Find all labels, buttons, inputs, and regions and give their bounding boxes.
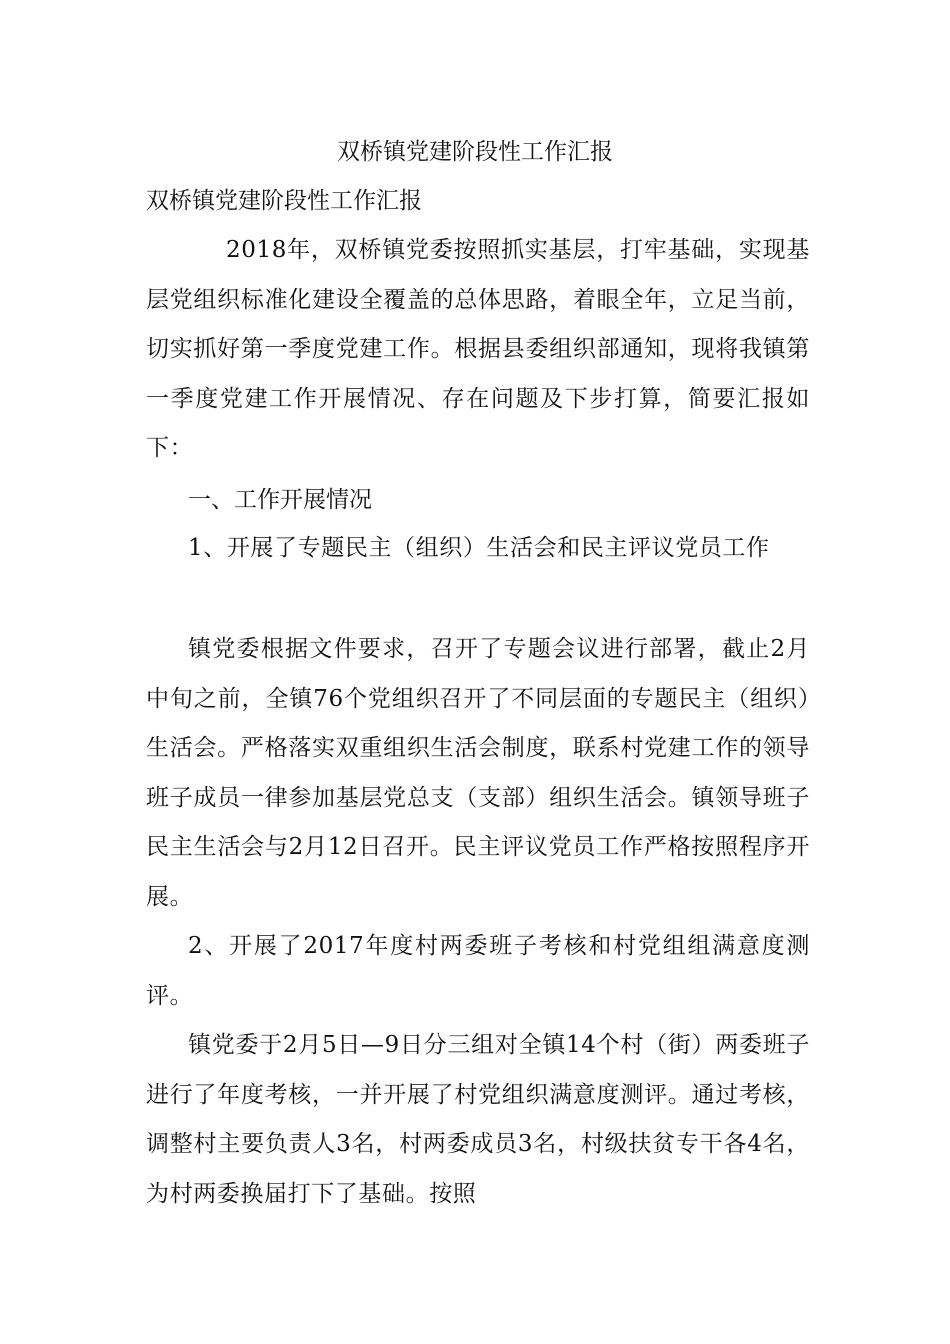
document-title: 双桥镇党建阶段性工作汇报 [337, 139, 613, 165]
section-heading-work-progress: 一、工作开展情况 [188, 487, 372, 513]
intro-paragraph: 2018年，双桥镇党委按照抓实基层，打牢基础，实现基层党组织标准化建设全覆盖的总体思路，着眼全年，立足当前，切实抓好第一季度党建工作。根据县委组织部通知，现将我镇第一季度党建工作开展情况、存在问题及下步打算，简要汇报如下： [146, 237, 810, 461]
document-subtitle: 双桥镇党建阶段性工作汇报 [146, 188, 422, 214]
item-1-heading: 1、开展了专题民主（组织）生活会和民主评议党员工作 [188, 535, 770, 561]
item-2-body: 镇党委于2月5日—9日分三组对全镇14个村（街）两委班子进行了年度考核，一并开展了村党组织满意度测评。通过考核，调整村主要负责人3名，村两委成员3名，村级扶贫专干各4名，为村两委换届打下了基础。按照 [146, 1032, 810, 1207]
item-1-body: 镇党委根据文件要求，召开了专题会议进行部署，截止2月中旬之前，全镇76个党组织召开了不同层面的专题民主（组织）生活会。严格落实双重组织生活会制度，联系村党建工作的领导班子成员一律参加基层党总支（支部）组织生活会。镇领导班子民主生活会与2月12日召开。民主评议党员工作严格按照程序开展。 [146, 636, 810, 910]
item-2-heading: 2、开展了2017年度村两委班子考核和村党组组满意度测评。 [146, 933, 810, 1009]
